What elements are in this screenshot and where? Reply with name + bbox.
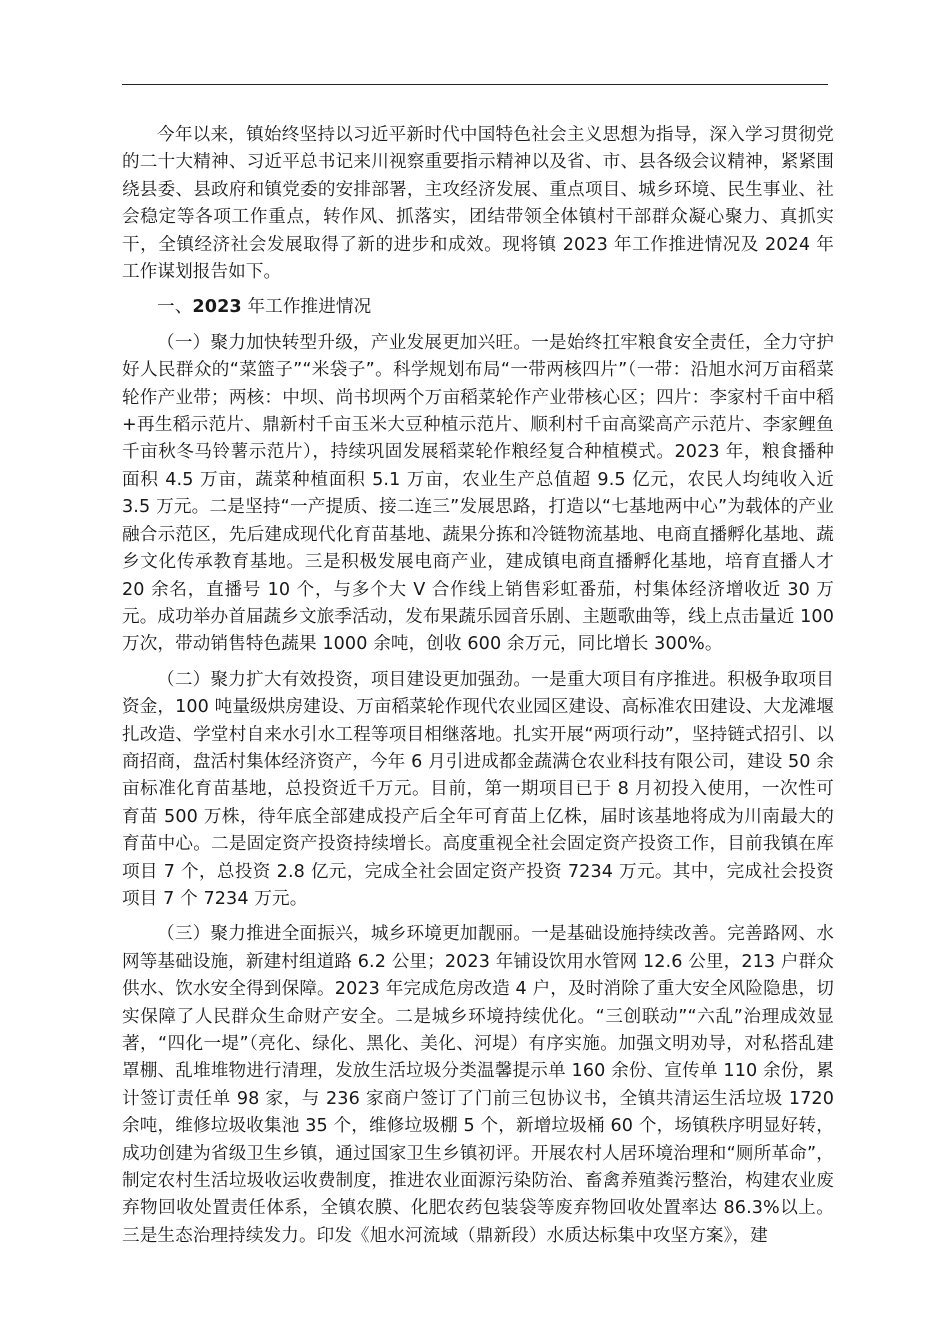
section-heading-suffix: 年工作推进情况 [241,297,372,318]
document-body [122,122,834,1258]
header-rule [122,84,828,85]
environment-paragraph: （三）聚力推进全面振兴，城乡环境更加靓丽。一是基础设施持续改善。完善路网、水网等基础设施，新建村组道路 6.2 公里；2023 年铺设饮用水管网 12.6 公里，213 户群众供水、饮水安全得到保障。2023 年完成危房改造 4 户，及时消除了重大安全风险隐患，切实保障了人民群众生命财产安全。二是城乡环境持续优化。“三创联动”“六乱”治理成效显著，“四化一堤”（亮化、绿化、黑化、美化、河堤）有序实施。加强文明劝导，对私搭乱建罩棚、乱堆堆物进行清理，发放生活垃圾分类温馨提示单 160 余份、宣传单 110 余份，累计签订责任单 98 家，与 236 家商户签订了门前三包协议书，全镇共清运生活垃圾 1720 余吨，维修垃圾收集池 35 个，维修垃圾棚 5 个，新增垃圾桶 60 个，场镇秩序明显好转，成功创建为省级卫生乡镇，通过国家卫生乡镇初评。开展农村人居环境治理和“厕所革命”，制定农村生活垃圾收运收费制度，推进农业面源污染防治、畜禽养殖粪污整治，构建农业废弃物回收处置责任体系，全镇农膜、化肥农药包装袋等废弃物回收处置率达 86.3%以上。三是生态治理持续发力。印发《旭水河流域（鼎新段）水质达标集中攻坚方案》，建 [122,924,834,1246]
section-heading [122,294,834,321]
industry-paragraph: （一）聚力加快转型升级，产业发展更加兴旺。一是始终扛牢粮食安全责任，全力守护好人民群众的“菜篮子”“米袋子”。科学规划布局“一带两核四片”（一带：沿旭水河万亩稻菜轮作产业带；两核：中坝、尚书坝两个万亩稻菜轮作产业带核心区；四片：李家村千亩中稻+再生稻示范片、鼎新村千亩玉米大豆种植示范片、顺利村千亩高粱高产示范片、李家鲤鱼千亩秋冬马铃薯示范片），持续巩固发展稻菜轮作粮经复合种植模式。2023 年，粮食播种面积 4.5 万亩，蔬菜种植面积 5.1 万亩，农业生产总值超 9.5 亿元，农民人均纯收入近 3.5 万元。二是坚持“一产提质、接二连三”发展思路，打造以“七基地两中心”为载体的产业融合示范区，先后建成现代化育苗基地、蔬果分拣和冷链物流基地、电商直播孵化基地、蔬乡文化传承教育基地。三是积极发展电商产业，建成镇电商直播孵化基地，培育直播人才 20 余名，直播号 10 个，与多个大 V 合作线上销售彩虹番茄，村集体经济增收近 30 万元。成功举办首届蔬乡文旅季活动，发布果蔬乐园音乐剧、主题歌曲等，线上点击量近 100 万次，带动销售特色蔬果 1000 余吨，创收 600 余万元，同比增长 300%。 [122,332,834,655]
investment-paragraph: （二）聚力扩大有效投资，项目建设更加强劲。一是重大项目有序推进。积极争取项目资金，100 吨量级烘房建设、万亩稻菜轮作现代农业园区建设、高标准农田建设、大龙滩堰扎改造、学堂村自来水引水工程等项目相继落地。扎实开展“两项行动”，坚持链式招引、以商招商，盘活村集体经济资产，今年 6 月引进成都金蔬满仓农业科技有限公司，建设 50 余亩标准化育苗基地，总投资近千万元。目前，第一期项目已于 8 月初投入使用，一次性可育苗 500 万株，待年底全部建成投产后全年可育苗上亿株，届时该基地将成为川南最大的育苗中心。二是固定资产投资持续增长。高度重视全社会固定资产投资工作，目前我镇在库项目 7 个，总投资 2.8 亿元，完成全社会固定资产投资 7234 万元。其中，完成社会投资项目 7 个 7234 万元。 [122,669,834,909]
section-heading-year: 2023 [192,297,242,318]
intro-paragraph: 今年以来，镇始终坚持以习近平新时代中国特色社会主义思想为指导，深入学习贯彻党的二十大精神、习近平总书记来川视察重要指示精神以及省、市、县各级会议精神，紧紧围绕县委、县政府和镇党委的安排部署，主攻经济发展、重点项目、城乡环境、民生事业、社会稳定等各项工作重点，转作风、抓落实，团结带领全体镇村干部群众凝心聚力、真抓实干，全镇经济社会发展取得了新的进步和成效。现将镇 2023 年工作推进情况及 2024 年工作谋划报告如下。 [122,125,834,283]
section-heading-prefix: 一、 [157,297,193,318]
